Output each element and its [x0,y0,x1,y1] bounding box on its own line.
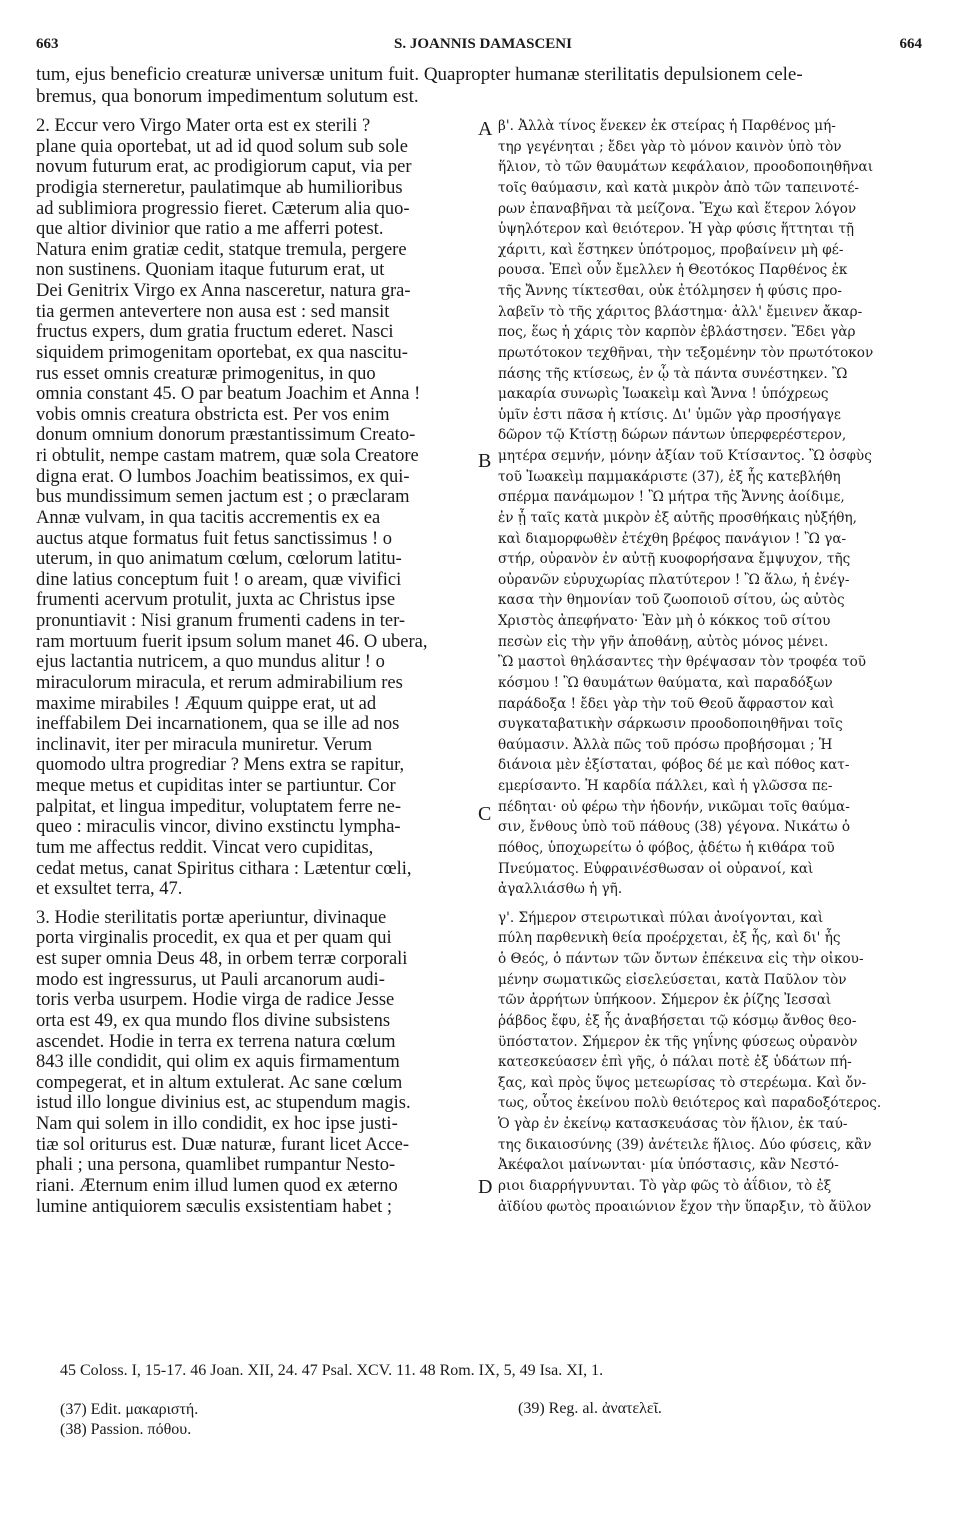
text-line: istud illo longue divinius est, ac stupendum magis. [36,1093,411,1114]
text-line: ριοι διαρρήγνυνται. Τὸ γὰρ φῶς τὸ ἀΐδιον, τὸ ἐξ [498,1177,832,1194]
scripture-footnotes: 45 Coloss. I, 15-17. 46 Joan. XII, 24. 47 Psal. XCV. 11. 48 Rom. IX, 5, 49 Isa. XI, 1. [60,1362,604,1379]
margin-letter-b: B [478,450,492,472]
text-line: queo : miraculis vincor, divino exstinctu lympha- [36,817,401,838]
text-line: riani. Æternum enim illud lumen quod ex æterno [36,1175,398,1196]
paragraph-gap [36,900,474,908]
text-line: Ὢ μαστοὶ θηλάσαντες τὴν θρέψασαν τὸν τροφέα τοῦ [498,654,867,671]
text-line: miraculorum miracula, et rerum admirabilium res [36,672,403,693]
text-line: est super omnia Deus 48, in orbem terræ corporali [36,949,408,969]
text-line: μακαρία συνωρὶς Ἰωακεὶμ καὶ Ἄννα ! ὑπόχρεως [498,386,829,403]
text-line: que altior divinior que ratio a me afferri potest. [36,219,384,240]
text-line: ram mortuum fuerit ipsum solum manet 46. O ubera, [36,631,428,652]
text-line: κασα τὴν θημονίαν τοῦ ζωοποιοῦ σίτου, ὡς αὐτὸς [498,592,845,609]
text-line: tum me affectus reddit. Vincat vero cupiditas, [36,837,374,858]
text-line: lumine antiquiorem sæculis exsistentiam habet ; [36,1196,393,1217]
text-line: μητέρα σεμνήν, μόνην ἀξίαν τοῦ Κτίσαντος. Ὢ ὀσφὺς [498,448,872,464]
text-line: μένην σωματικῶς εἰσελεύσεται, κατὰ Παῦλον τὸν [498,971,847,988]
text-line: οὐρανῶν εὐρυχωρίας πλατύτερον ! Ὢ ἅλω, ἡ ἐνέγ- [498,571,850,588]
text-line: συγκαταβατικὴν σάρκωσιν προοδοποιηθῆναι τοῖς [498,716,843,733]
variant-note-39: (39) Reg. al. ἀνατελεῖ. [518,1400,662,1417]
text-line: ascendet. Hodie in terra ex terrena natura cœlum [36,1031,396,1052]
text-line: fructus expers, dum gratia fructum ederet. Nasci [36,322,394,343]
text-line: 843 ille condidit, qui olim ex aquis firmamentum [36,1052,400,1073]
text-line: 2. Eccur vero Virgo Mater orta est ex sterili ? [36,116,371,136]
text-line: κατεσκεύασεν ἐπὶ γῆς, ὁ πάλαι ποτὲ ἐξ ὑδάτων πή- [498,1054,852,1071]
running-title: S. JOANNIS DAMASCENI [394,36,572,52]
text-line: frumenti acervum protulit, juxta ac Christus ipse [36,590,396,611]
text-line: παράδοξα ! ἔδει γὰρ τὴν τοῦ Θεοῦ ἄφραστον καὶ [498,695,835,712]
intro-line-2: bremus, qua bonorum impedimentum solutum est. [36,86,419,107]
text-line: τως, οὗτος ἐκείνου πολὺ θειότερος καὶ παραδοξότερος. [498,1095,882,1112]
text-line: ineffabilem Dei incarnationem, qua se ille ad nos [36,714,400,735]
text-line: πέδηται· οὐ φέρω τὴν ἡδονήν, νικῶμαι τοῖς θαύμα- [498,798,850,815]
text-line: ejus lactantia nutricem, a quo mundus alitur ! o [36,652,385,673]
text-line: ὑμῖν ἐστι πᾶσα ἡ κτίσις. Δι' ὑμῶν γὰρ προσήγαγε [498,406,841,423]
text-line: bus mundissimum semen jactum est ; o præclaram [36,487,410,508]
text-line: πος, ἕως ἡ χάρις τὸν καρπὸν ἐβλάστησεν. Ἔδει γὰρ [498,324,856,341]
text-line: λαβεῖν τὸ τῆς χάριτος βλάστημα· ἀλλ' ἔμεινεν ἄκαρ- [498,303,863,320]
text-line: compegerat, et in altum extulerat. Ac sane cœlum [36,1072,403,1093]
text-line: prodigia sterneretur, paulatimque ab humilioribus [36,177,403,198]
text-line: γ'. Σήμερον στειρωτικαὶ πύλαι ἀνοίγονται, καὶ [498,909,824,926]
text-line: της δικαιοσύνης (39) ἀνέτειλε ἥλιος. Δύο φύσεις, κἂν [498,1136,872,1153]
text-line: vobis omnis creatura obstricta est. Per vos enim [36,404,390,425]
text-line: τοῦ Ἰωακεὶμ παμμακάριστε (37), ἐξ ἧς κατεβλήθη [498,468,841,485]
text-line: quomodo ultra progrediar ? Mens extra se rapitur, [36,755,405,776]
text-line: κόσμου ! Ὢ θαυμάτων θαύματα, καὶ παραδόξων [498,674,833,691]
text-line: πόθος, ὑποχωρείτω ὁ φόβος, ᾀδέτω ἡ κιθάρα τοῦ [498,839,835,856]
text-line: πύλη παρθενικὴ θεία προέρχεται, ἐξ ἧς, καὶ δι' ἧς [498,930,841,947]
text-line: Dei Genitrix Virgo ex Anna nasceretur, natura gra- [36,281,411,301]
left-page-number: 663 [36,36,59,52]
text-line: siquidem primogenitam oportebat, ex qua nascitu- [36,342,408,363]
text-line: ὑψηλότερον καὶ θειότερον. Ἡ γὰρ φύσις ἥττηται τῇ [498,221,854,238]
text-line: ri obtulit, nempe castam matrem, quæ sola Creatore [36,446,419,466]
text-line: Ἀκέφαλοι μαίνωνται· μία ὑπόστασις, κἂν Νεστό- [498,1157,839,1174]
text-line: ἀϊδίου φωτὸς προαιώνιον ἔχον τὴν ὕπαρξιν, τὸ ἄϋλον [498,1198,872,1215]
text-line: ἐν ᾗ ταῖς κατὰ μικρὸν ἐξ αὐτῆς προσθήκαις ηὐξήθη, [498,509,857,526]
text-line: Natura enim gratiæ cedit, statque tremula, pergere [36,239,407,260]
text-line: ὁ Θεός, ὁ πάντων τῶν ὄντων ἐπέκεινα εἰς τὴν οἰκου- [498,951,864,967]
text-line: dine latius conceptum fuit ! o aream, quæ vivifici [36,569,402,590]
text-line: orta est 49, ex qua mundo flos divine subsistens [36,1010,391,1031]
text-line: maxime mirabiles ! Æquum quippe erat, ut ad [36,693,377,714]
text-line: phali ; una persona, quamlibet rumpantur Nesto- [36,1155,396,1176]
text-line: ξας, καὶ πρὸς ὕψος μετεωρίσας τὸ στερέωμα. Καὶ ὄν- [498,1074,867,1091]
text-line: ἥλιον, τὸ τῶν θαυμάτων κεφάλαιον, προοδοποιηθῆναι [498,159,874,176]
margin-letter-a: A [478,118,493,140]
text-line: ρων ἐπαναβῆναι τὰ μείζονα. Ἔχω καὶ ἕτερον λόγον [498,200,857,217]
paragraph-gap [498,900,930,908]
text-line: χάριτι, καὶ ἕστηκεν ὑπότρομος, προβαίνειν μὴ φέ- [498,241,844,258]
variant-notes-left [60,1400,198,1440]
text-line: digna erat. O lumbos Joachim beatissimos, ex qui- [36,466,410,487]
text-line: πρωτότοκον τεχθῆναι, τὴν τεξομένην τὸν πρωτότοκον [498,344,874,361]
text-line: διάνοια μὲν ἐξίσταται, φόβος δέ με καὶ πόθος κατ- [498,757,850,774]
text-line: modo est ingressurus, ut Pauli arcanorum audi- [36,969,385,990]
text-line: θαύμασιν. Ἀλλὰ πῶς τοῦ πρόσω προβήσομαι ; Ἡ [498,736,833,753]
text-line: σιν, ἔνθους ὑπὸ τοῦ πάθους (38) γέγονα. Νικάτω ὁ [498,819,851,836]
greek-column [498,116,930,1217]
latin-column [36,116,474,1217]
text-line: inclinavit, iter per miracula muniretur. Verum [36,734,373,755]
text-line: toris verba usurpem. Hodie virga de radice Jesse [36,990,395,1011]
text-line: meque metus et cupiditas inter se partiuntur. Cor [36,776,396,796]
text-line: ad sublimiora progressio fieret. Cæterum alia quo- [36,198,410,219]
text-line: ϋπόστατον. Σήμερον ἐκ τῆς γηΐνης φύσεως οὐρανὸν [498,1033,858,1050]
text-line: tia germen antevertere non ausa est : sed mansit [36,301,390,322]
text-line: τῆς Ἄννης τίκτεσθαι, οὐκ ἐτόλμησεν ἡ φύσις προ- [498,283,842,299]
text-line: δῶρον τῷ Κτίστῃ δώρων πάντων ὑπερφερέστερον, [498,427,847,444]
text-line: καὶ διαμορφωθὲν ἐτέχθη βρέφος πανάγιον ! Ὢ γα- [498,530,847,547]
text-line: ἀγαλλιάσθω ἡ γῆ. [498,881,623,898]
text-line: Nam qui solem in illo condidit, ex hoc ipse justi- [36,1114,398,1134]
text-line: ρουσα. Ἐπεὶ οὖν ἔμελλεν ἡ Θεοτόκος Παρθένος ἐκ [498,262,848,279]
text-line: et exsultet terra, 47. [36,879,183,900]
text-line: omnia constant 45. O par beatum Joachim et Anna ! [36,384,421,405]
text-line: 3. Hodie sterilitatis portæ aperiuntur, divinaque [36,907,387,928]
intro-line-1: tum, ejus beneficio creaturæ universæ unitum fuit. Quapropter humanæ sterilitatis depulsionem cele- [36,64,803,85]
text-line: plane quia oportebat, ut ad id quod solum sub sole [36,136,408,157]
text-line: donum omnium donorum præstantissimum Creato- [36,425,416,446]
variant-note-37: (37) Edit. μακαριστή. [60,1401,199,1418]
text-line: Ὁ γὰρ ἐν ἐκείνῳ κατασκευάσας τὸν ἥλιον, ἐκ ταύ- [498,1116,848,1132]
text-line: στήρ, οὐρανὸν ἐν αὐτῇ κυοφορήσανα ἔμψυχον, τῆς [498,551,851,568]
right-page-number: 664 [899,36,922,52]
variant-note-38: (38) Passion. πόθου. [60,1421,192,1438]
text-line: novum futurum erat, ac prodigiorum caput, via per [36,157,412,178]
text-line: τῶν ἀρρήτων ὑπήκοον. Σήμερον ἐκ ῥίζης Ἰεσσαὶ [498,992,832,1009]
text-line: τοῖς θαύμασιν, καὶ κατὰ μικρὸν ἀπὸ τῶν ταπεινοτέ- [498,179,859,196]
text-line: tiæ sol oriturus est. Duæ naturæ, furant licet Acce- [36,1134,410,1155]
text-line: non sustinens. Quoniam itaque futurum erat, ut [36,260,385,281]
text-line: εμερίσαντο. Ἡ καρδία πάλλει, καὶ ἡ γλῶσσα πε- [498,778,833,794]
text-line: πεσὼν εἰς τὴν γῆν ἀποθάνῃ, αὐτὸς μόνος μένει. [498,633,829,650]
text-line: σπέρμα πανάμωμον ! Ὢ μήτρα τῆς Ἄννης ἀοίδιμε, [498,489,845,506]
text-line: porta virginalis procedit, ex qua et per quam qui [36,928,392,949]
text-line: Πνεύματος. Εὐφραινέσθωσαν οἱ οὐρανοί, καὶ [498,860,814,877]
text-line: Χριστὸς ἀπεφήνατο· Ἐὰν μὴ ὁ κόκκος τοῦ σίτου [498,613,831,629]
margin-letter-d: D [478,1176,493,1198]
text-line: palpitat, et lingua impeditur, voluptatem ferre ne- [36,796,402,817]
text-line: pronuntiavit : Nisi granum frumenti cadens in ter- [36,611,406,631]
text-line: πάσης τῆς κτίσεως, ἐν ᾧ τὰ πάντα συνέστηκεν. Ὢ [498,365,848,382]
text-line: ῥάβδος ἔφυ, ἐξ ἧς ἀναβήσεται τῷ κόσμῳ ἄνθος θεο- [498,1012,857,1029]
margin-letter-c: C [478,803,492,825]
text-line: τηρ γεγένηται ; ἔδει γὰρ τὸ μόνον καινὸν ὑπὸ τὸν [498,138,842,155]
text-line: uterum, in quo animatum cœlum, cœlorum latitu- [36,549,402,570]
text-line: rus esset omnis creaturæ primogenitus, in quo [36,363,376,384]
text-line: auctus atque formatus fuit fetus sanctissimus ! o [36,528,393,549]
text-line: Annæ vulvam, in qua tacitis accrementis ex ea [36,507,381,528]
text-line: cedat metus, canat Spiritus cithara : Lætentur cœli, [36,858,412,879]
text-line: β'. Ἀλλὰ τίνος ἕνεκεν ἐκ στείρας ἡ Παρθένος μή- [498,118,836,134]
